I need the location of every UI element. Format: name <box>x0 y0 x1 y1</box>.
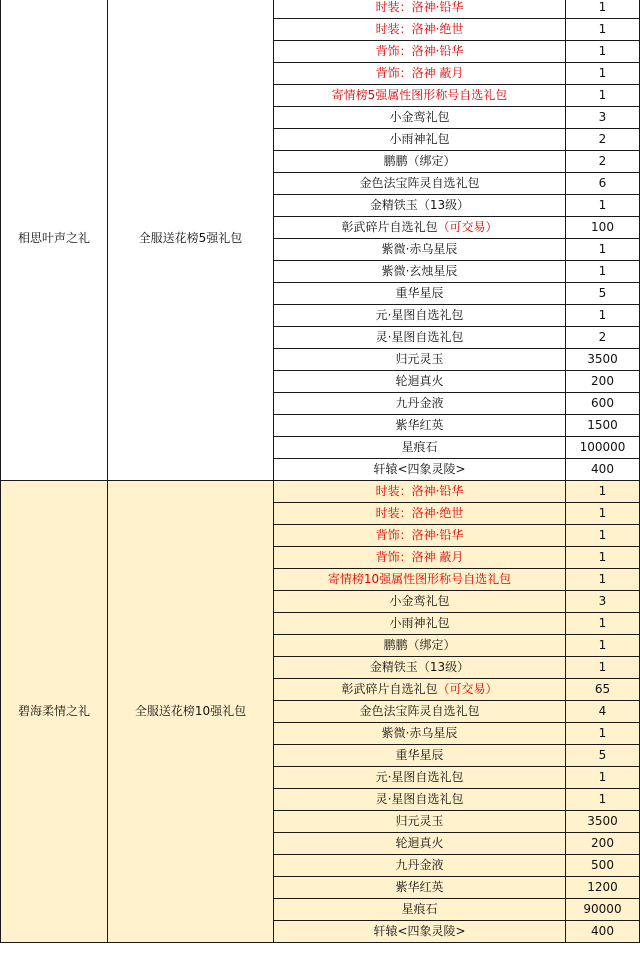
item-name-cell <box>274 459 566 481</box>
item-quantity-cell: 1 <box>566 63 640 85</box>
item-quantity-cell: 200 <box>566 833 640 855</box>
item-quantity-cell: 3500 <box>566 811 640 833</box>
table-row <box>1 0 640 19</box>
item-quantity-cell: 2 <box>566 151 640 173</box>
item-quantity-cell: 1 <box>566 525 640 547</box>
item-quantity-cell: 1 <box>566 767 640 789</box>
item-name: 灵·星图自选礼包 <box>375 330 464 344</box>
item-name-cell <box>274 833 566 855</box>
item-name: 金精铁玉（13级） <box>369 198 470 212</box>
item-name: 鹏鹏（绑定） <box>383 638 456 652</box>
item-name-cell <box>274 921 566 943</box>
tradable-note: （可交易） <box>437 682 498 696</box>
item-name: 紫华红英 <box>395 880 444 894</box>
item-name: 九丹金液 <box>395 858 444 872</box>
item-quantity-cell: 1200 <box>566 877 640 899</box>
item-name: 轮迴真火 <box>395 836 444 850</box>
item-name: 时装：洛神·绝世 <box>375 22 464 36</box>
item-name: 归元灵玉 <box>395 352 444 366</box>
item-name: 时装：洛神·铅华 <box>375 0 464 14</box>
item-name: 彰武碎片自选礼包 <box>341 682 438 696</box>
item-name-cell <box>274 547 566 569</box>
item-name-cell <box>274 855 566 877</box>
item-quantity-cell: 1 <box>566 481 640 503</box>
item-name: 元·星图自选礼包 <box>375 770 464 784</box>
item-name-cell <box>274 679 566 701</box>
gift-name-cell: 相思叶声之礼 <box>1 0 108 481</box>
item-quantity-cell: 6 <box>566 173 640 195</box>
item-quantity-cell: 500 <box>566 855 640 877</box>
item-name: 星痕石 <box>401 440 438 454</box>
item-name: 背饰：洛神·铅华 <box>375 528 464 542</box>
item-quantity-cell: 400 <box>566 459 640 481</box>
item-quantity-cell: 5 <box>566 745 640 767</box>
item-name: 归元灵玉 <box>395 814 444 828</box>
item-name-cell <box>274 217 566 239</box>
item-name-cell <box>274 195 566 217</box>
item-name-cell <box>274 569 566 591</box>
item-quantity-cell: 1 <box>566 503 640 525</box>
item-name: 轩辕<四象灵陵> <box>373 462 466 476</box>
item-name: 紫华红英 <box>395 418 444 432</box>
item-name-cell <box>274 349 566 371</box>
item-name-cell <box>274 767 566 789</box>
gift-condition-cell: 全服送花榜5强礼包 <box>108 0 274 481</box>
item-quantity-cell: 4 <box>566 701 640 723</box>
item-quantity-cell: 2 <box>566 129 640 151</box>
item-quantity-cell: 3 <box>566 107 640 129</box>
item-name: 星痕石 <box>401 902 438 916</box>
item-name: 九丹金液 <box>395 396 444 410</box>
item-name-cell <box>274 745 566 767</box>
item-name-cell <box>274 503 566 525</box>
item-name: 金精铁玉（13级） <box>369 660 470 674</box>
item-name-cell <box>274 701 566 723</box>
item-quantity-cell: 90000 <box>566 899 640 921</box>
item-name-cell <box>274 877 566 899</box>
item-name: 彰武碎片自选礼包 <box>341 220 438 234</box>
item-quantity-cell: 2 <box>566 327 640 349</box>
item-name: 寄情榜5强属性图形称号自选礼包 <box>331 88 508 102</box>
item-name: 鹏鹏（绑定） <box>383 154 456 168</box>
reward-table-body <box>1 0 640 943</box>
item-quantity-cell: 1 <box>566 0 640 19</box>
item-quantity-cell: 1500 <box>566 415 640 437</box>
item-quantity-cell: 1 <box>566 305 640 327</box>
item-quantity-cell: 1 <box>566 547 640 569</box>
item-name-cell <box>274 327 566 349</box>
item-name: 灵·星图自选礼包 <box>375 792 464 806</box>
item-quantity-cell: 1 <box>566 261 640 283</box>
item-name: 轩辕<四象灵陵> <box>373 924 466 938</box>
item-name: 紫微·赤乌星辰 <box>381 242 458 256</box>
item-name-cell <box>274 63 566 85</box>
item-name: 金色法宝阵灵自选礼包 <box>359 704 480 718</box>
item-name-cell <box>274 0 566 19</box>
item-name-cell <box>274 525 566 547</box>
item-quantity-cell: 1 <box>566 41 640 63</box>
item-quantity-cell: 1 <box>566 613 640 635</box>
item-name: 背饰：洛神 蔽月 <box>375 66 464 80</box>
item-name: 背饰：洛神 蔽月 <box>375 550 464 564</box>
item-name-cell <box>274 107 566 129</box>
item-name-cell <box>274 129 566 151</box>
item-quantity-cell: 1 <box>566 569 640 591</box>
item-name-cell <box>274 41 566 63</box>
item-quantity-cell: 5 <box>566 283 640 305</box>
item-name-cell <box>274 239 566 261</box>
item-name-cell <box>274 371 566 393</box>
item-name-cell <box>274 635 566 657</box>
item-quantity-cell: 1 <box>566 723 640 745</box>
item-name: 重华星辰 <box>395 748 444 762</box>
item-name: 轮迴真火 <box>395 374 444 388</box>
item-quantity-cell: 100000 <box>566 437 640 459</box>
item-name: 寄情榜10强属性图形称号自选礼包 <box>327 572 512 586</box>
item-name-cell <box>274 283 566 305</box>
item-name-cell <box>274 613 566 635</box>
item-quantity-cell: 200 <box>566 371 640 393</box>
item-name-cell <box>274 19 566 41</box>
item-quantity-cell: 1 <box>566 19 640 41</box>
item-quantity-cell: 400 <box>566 921 640 943</box>
item-name-cell <box>274 789 566 811</box>
item-quantity-cell: 100 <box>566 217 640 239</box>
item-name-cell <box>274 151 566 173</box>
item-name: 时装：洛神·铅华 <box>375 484 464 498</box>
item-quantity-cell: 65 <box>566 679 640 701</box>
item-name: 紫微·赤乌星辰 <box>381 726 458 740</box>
item-quantity-cell: 1 <box>566 85 640 107</box>
item-name-cell <box>274 415 566 437</box>
item-name-cell <box>274 591 566 613</box>
item-quantity-cell: 1 <box>566 657 640 679</box>
item-name-cell <box>274 437 566 459</box>
item-name: 紫微·玄烛星辰 <box>381 264 458 278</box>
tradable-note: （可交易） <box>437 220 498 234</box>
item-name-cell <box>274 305 566 327</box>
item-name-cell <box>274 85 566 107</box>
item-name: 小雨神礼包 <box>389 616 450 630</box>
item-quantity-cell: 1 <box>566 239 640 261</box>
item-name-cell <box>274 723 566 745</box>
item-name: 重华星辰 <box>395 286 444 300</box>
item-name: 小金鸾礼包 <box>389 110 450 124</box>
item-name-cell <box>274 173 566 195</box>
item-name: 小雨神礼包 <box>389 132 450 146</box>
item-name-cell <box>274 393 566 415</box>
item-name-cell <box>274 899 566 921</box>
item-quantity-cell: 3500 <box>566 349 640 371</box>
gift-condition-cell: 全服送花榜10强礼包 <box>108 481 274 943</box>
table-row <box>1 481 640 503</box>
item-quantity-cell: 1 <box>566 195 640 217</box>
item-name-cell <box>274 481 566 503</box>
item-name: 元·星图自选礼包 <box>375 308 464 322</box>
item-name-cell <box>274 657 566 679</box>
item-quantity-cell: 1 <box>566 789 640 811</box>
item-name: 金色法宝阵灵自选礼包 <box>359 176 480 190</box>
item-quantity-cell: 1 <box>566 635 640 657</box>
gift-name-cell: 碧海柔情之礼 <box>1 481 108 943</box>
item-name: 背饰：洛神·铅华 <box>375 44 464 58</box>
item-name-cell <box>274 811 566 833</box>
item-name: 时装：洛神·绝世 <box>375 506 464 520</box>
item-quantity-cell: 600 <box>566 393 640 415</box>
item-name-cell <box>274 261 566 283</box>
item-quantity-cell: 3 <box>566 591 640 613</box>
item-name: 小金鸾礼包 <box>389 594 450 608</box>
